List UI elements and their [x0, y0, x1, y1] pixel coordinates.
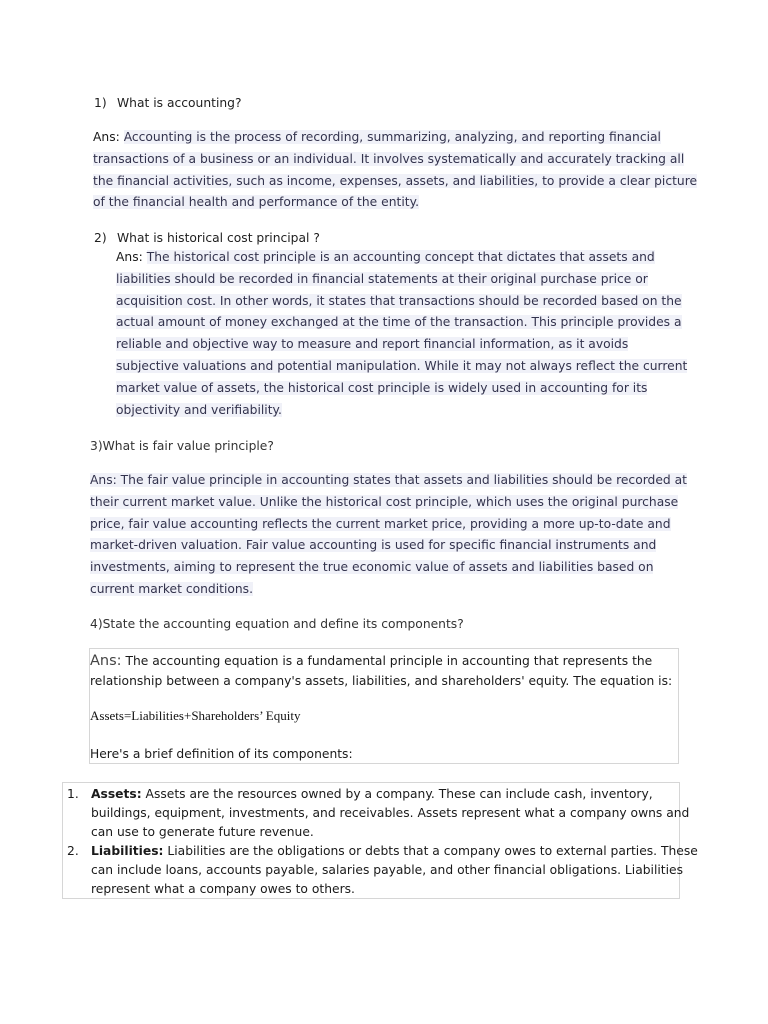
accounting-equation: Assets=Liabilities+Shareholders’ Equity	[90, 708, 301, 723]
list-item-assets	[67, 785, 690, 843]
question-4	[90, 614, 464, 634]
answer-4-line: relationship between a company's assets, liabilities, and shareholders' equity. The equation is:	[90, 674, 673, 688]
list-item-line: buildings, equipment, investments, and receivables. Assets represent what a company owns and	[91, 806, 690, 821]
answer-3-line: market-driven valuation. Fair value accounting is used for specific financial instruments and	[90, 538, 657, 553]
list-item-line: Liabilities are the obligations or debts that a company owes to external parties. These	[167, 844, 698, 858]
answer-2-line: objectivity and verifiability.	[116, 402, 282, 417]
answer-2-line: reliable and objective way to measure and report financial information, as it avoids	[116, 337, 629, 352]
answer-1-line: of the financial health and performance of the entity.	[93, 195, 419, 210]
question-1-number: 1)	[94, 96, 107, 110]
answer-4-prefix: Ans:	[90, 653, 122, 669]
components-intro: Here's a brief definition of its components:	[90, 747, 353, 761]
answer-3	[90, 470, 687, 601]
answer-4-line: The accounting equation is a fundamental principle in accounting that represents the	[125, 654, 653, 668]
answer-2-line: subjective valuations and potential manipulation. While it may not always reflect the current	[116, 358, 688, 373]
list-item-liabilities	[67, 842, 698, 900]
question-1-text: What is accounting?	[117, 96, 242, 110]
question-3-text: 3)What is fair value principle?	[90, 439, 274, 453]
question-4-text: 4)State the accounting equation and define its components?	[90, 617, 464, 631]
answer-1-line: Accounting is the process of recording, summarizing, analyzing, and reporting financial	[123, 130, 661, 144]
list-item-line: Assets are the resources owned by a company. These can include cash, inventory,	[145, 787, 653, 801]
list-item-term: Assets:	[91, 787, 142, 801]
list-item-term: Liabilities:	[91, 844, 164, 858]
question-1	[94, 93, 241, 113]
answer-2-prefix: Ans:	[116, 250, 143, 264]
question-2	[94, 228, 320, 248]
answer-2-line: liabilities should be recorded in financial statements at their original purchase price or	[116, 271, 648, 286]
answer-1-line: transactions of a business or an individual. It involves systematically and accurately tracking all	[93, 151, 685, 166]
answer-1-line: the financial activities, such as income, expenses, assets, and liabilities, to provide a clear picture	[93, 173, 698, 188]
answer-3-line: their current market value. Unlike the historical cost principle, which uses the original purchase	[90, 494, 679, 509]
answer-2-line: acquisition cost. In other words, it states that transactions should be recorded based on the	[116, 293, 682, 308]
answer-3-line: current market conditions.	[90, 581, 253, 596]
components-list	[62, 782, 698, 899]
answer-1	[93, 127, 697, 214]
equation-box	[89, 648, 679, 764]
answer-3-line: investments, aiming to represent the true economic value of assets and liabilities based on	[90, 560, 654, 575]
answer-4	[90, 651, 672, 691]
list-item-number: 1.	[67, 787, 79, 801]
answer-3-line: price, fair value accounting reflects the current market price, providing a more up-to-date and	[90, 516, 671, 531]
question-3	[90, 436, 274, 456]
list-item-number: 2.	[67, 844, 79, 858]
list-item-line: can include loans, accounts payable, salaries payable, and other financial obligations. Liabilities	[91, 863, 683, 878]
answer-2-line: market value of assets, the historical cost principle is widely used in accounting for its	[116, 380, 648, 395]
answer-2	[116, 247, 687, 421]
question-2-number: 2)	[94, 231, 107, 245]
answer-1-prefix: Ans:	[93, 130, 120, 144]
question-2-text: What is historical cost principal ?	[117, 231, 320, 245]
list-item-line: represent what a company owes to others.	[91, 882, 355, 897]
answer-3-line: Ans: The fair value principle in accounting states that assets and liabilities should be recorded at	[90, 473, 687, 487]
list-item-line: can use to generate future revenue.	[91, 825, 314, 840]
answer-2-line: The historical cost principle is an accounting concept that dictates that assets and	[146, 250, 655, 264]
answer-2-line: actual amount of money exchanged at the time of the transaction. This principle provides a	[116, 315, 682, 330]
